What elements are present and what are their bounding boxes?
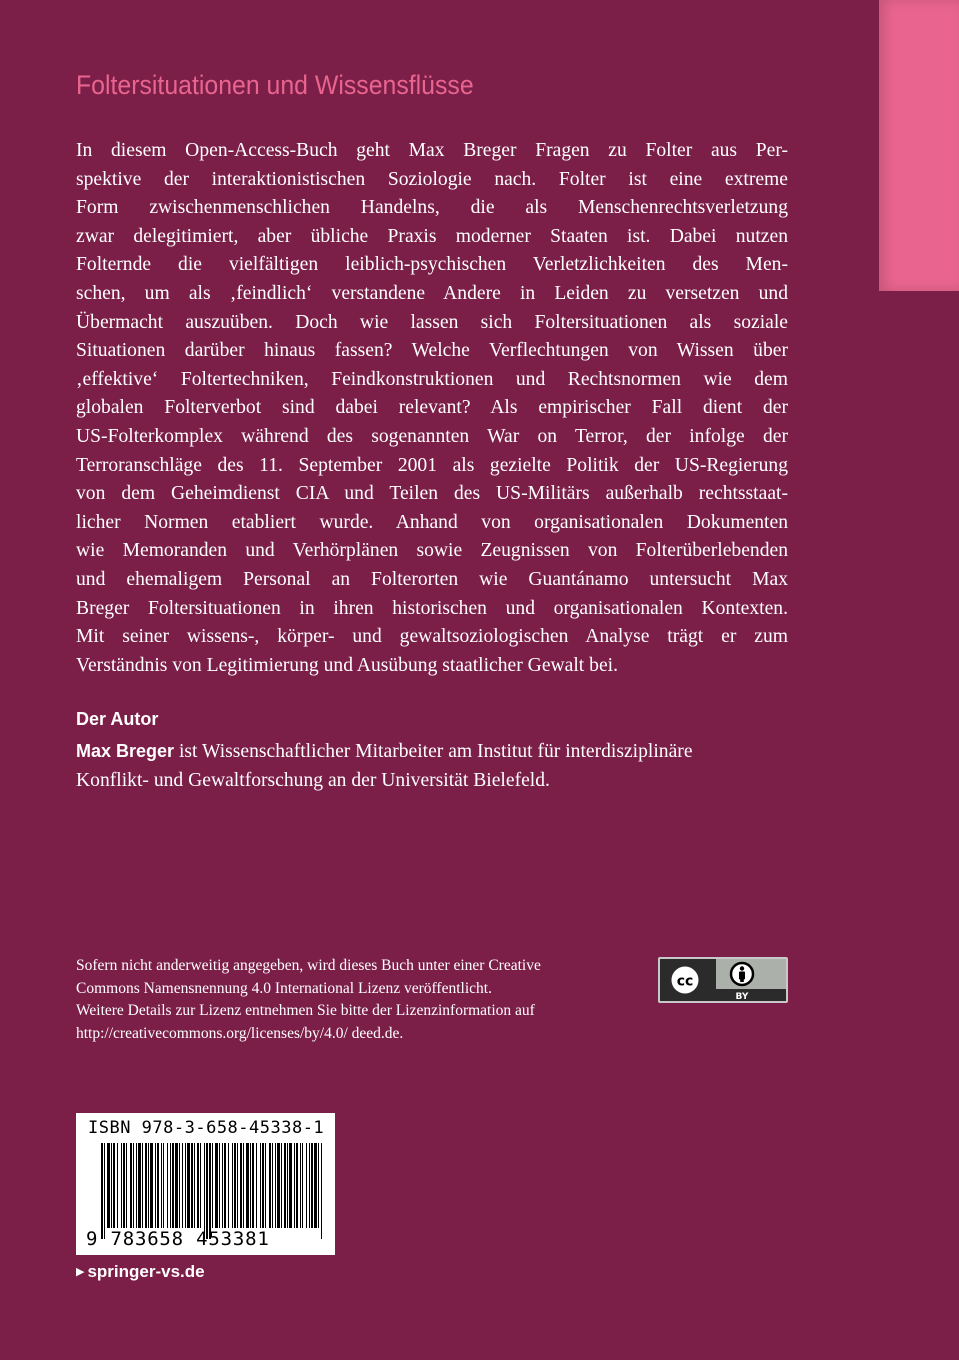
abstract-line: Breger Foltersituationen in ihren historischen und organisationalen Kontexten. [76,597,788,619]
barcode-bar [206,1143,208,1239]
isbn-label: ISBN 978-3-658-45338-1 [88,1118,325,1138]
barcode-bar [306,1143,307,1228]
abstract-line: schen, um als ‚feindlich‘ verstandene Andere in Leiden zu versetzen und [76,282,788,304]
barcode-bar [170,1143,171,1228]
barcode-bar [172,1143,174,1228]
publisher-link[interactable] [76,1262,205,1282]
barcode-bar [130,1143,132,1228]
abstract-line: spektive der interaktionistischen Soziologie nach. Folter ist eine extreme [76,168,788,190]
barcode-digits: 9 783658 453381 [86,1228,270,1250]
barcode-bar [311,1143,313,1228]
cc-by-label: BY [735,992,749,1001]
barcode-bar [191,1143,193,1228]
barcode-bar [265,1143,266,1228]
barcode-bar [232,1143,233,1228]
abstract-line: zwar delegitimiert, aber übliche Praxis moderner Staaten ist. Dabei nutzen [76,225,788,247]
barcode-bar [314,1143,317,1228]
barcode-bar [148,1143,149,1228]
barcode-bar [289,1143,292,1228]
barcode-bar [200,1143,201,1228]
barcode-bar [296,1143,298,1228]
pink-spine-tab [879,0,959,291]
barcode-bar [138,1143,141,1228]
author-name: Max Breger [76,741,175,761]
abstract-text [76,137,788,680]
barcode-bar [155,1143,156,1228]
barcode-bar [175,1143,178,1228]
barcode-bar [104,1143,105,1239]
cc-by-badge[interactable] [658,957,788,1003]
abstract-line: Übermacht auszuüben. Doch wie lassen sich Foltersituationen als soziale [76,311,788,333]
barcode-bar [252,1143,254,1228]
abstract-line: globalen Folterverbot sind dabei relevant? Als empirischer Fall dient der [76,397,788,419]
barcode-bar [240,1143,242,1228]
license-line[interactable]: http://creativecommons.org/licenses/by/4.0/ deed.de. [76,1024,404,1042]
attribution-person-icon [740,966,744,970]
abstract-line: und ehemaligem Personal an Folterorten wie Guantánamo untersucht Max [76,568,788,590]
barcode-bar [284,1143,286,1228]
isbn-barcode-box [76,1113,335,1255]
barcode-bar [107,1143,110,1228]
barcode-bar [121,1143,122,1228]
barcode-bar [204,1143,205,1239]
barcode-bar [309,1143,310,1228]
abstract-line: In diesem Open-Access-Buch geht Max Breger Fragen zu Folter aus Per- [76,140,788,161]
barcode-bar [234,1143,236,1228]
author-heading: Der Autor [76,709,159,729]
barcode-bar [117,1143,118,1228]
barcode-bar [136,1143,137,1228]
barcode-bar [123,1143,125,1228]
barcode-bar [302,1143,303,1228]
barcode-bar [262,1143,264,1228]
barcode-bar [187,1143,190,1228]
barcode-bar [219,1143,220,1228]
barcode-bar [113,1143,115,1228]
barcode-bar [209,1143,211,1239]
barcode-bar [224,1143,226,1228]
barcode-bar [246,1143,249,1228]
barcode-bar [269,1143,271,1228]
barcode-bar [161,1143,162,1228]
abstract-line: ‚effektive‘ Foltertechniken, Feindkonstruktionen und Rechtsnormen wie dem [76,368,788,390]
barcode-bar [228,1143,229,1228]
license-line: Sofern nicht anderweitig angegeben, wird dieses Buch unter einer Creative [76,957,541,974]
barcode-bar [212,1143,213,1228]
barcode-bar [321,1143,322,1239]
barcode-bar [294,1143,295,1228]
author-bio [76,737,788,795]
barcode-bar [287,1143,288,1228]
license-line: Commons Namensnennung 4.0 International Lizenz veröffentlicht. [76,979,492,997]
abstract-line: Verständnis von Legitimierung und Ausübung staatlicher Gewalt bei. [76,654,618,676]
barcode-bar [237,1143,238,1228]
barcode-bar [272,1143,273,1228]
barcode-bar [222,1143,223,1228]
barcode-bar [182,1143,183,1228]
abstract-line: Form zwischenmenschlichen Handelns, die als Menschenrechtsverletzung [76,197,788,219]
author-bio-line1: ist Wissenschaftlicher Mitarbeiter am Institut für interdisziplinäre [174,741,693,762]
barcode-bar [194,1143,195,1228]
barcode-bar [250,1143,251,1228]
barcode-bar [275,1143,276,1228]
barcode-bar [126,1143,127,1228]
barcode-bar [163,1143,164,1228]
book-title: Foltersituationen und Wissensflüsse [76,70,474,100]
cc-by-icon [660,959,786,1001]
barcode-bar [243,1143,244,1228]
abstract-line: Situationen darüber hinaus fassen? Welche Verflechtungen von Wissen über [76,340,788,362]
barcode-bar [167,1143,168,1228]
abstract-line: Folternde die vielfältigen leiblich-psychischen Verletzlichkeiten des Men- [76,254,788,276]
barcode-bar [150,1143,153,1228]
abstract-line: von dem Geheimdienst CIA und Teilen des US-Militärs außerhalb rechtsstaat- [76,483,788,505]
barcode-bar [185,1143,186,1228]
barcode-bar [215,1143,218,1228]
arrow-right-icon: ▶ [76,1266,85,1278]
barcode-bar [111,1143,112,1228]
abstract-line: Mit seiner wissens-, körper- und gewaltsoziologischen Analyse trägt er zum [76,626,788,648]
license-line: Weitere Details zur Lizenz entnehmen Sie bitte der Lizenzinformation auf [76,1002,535,1020]
barcode-bar [281,1143,282,1228]
barcode-bar [318,1143,319,1228]
barcode-bar [260,1143,261,1228]
barcode-bar [256,1143,257,1228]
barcode-bar [101,1143,103,1239]
abstract-line: US-Folterkomplex während des sogenannten War on Terror, der infolge der [76,425,788,447]
abstract-line: wie Memoranden und Verhörplänen sowie Zeugnissen von Folterüberlebenden [76,540,788,562]
barcode-bar [142,1143,143,1228]
barcode-bar [133,1143,134,1228]
barcode-bar [277,1143,280,1228]
barcode-bar [179,1143,180,1228]
creative-commons-icon: cc [676,973,694,990]
barcode-bar [145,1143,147,1228]
publisher-url: springer-vs.de [87,1262,205,1281]
barcode-bar [197,1143,199,1228]
barcode-bar [157,1143,159,1228]
author-bio-line2: Konflikt- und Gewaltforschung an der Universität Bielefeld. [76,769,550,791]
barcode-bar [300,1143,301,1228]
license-notice [76,955,636,1045]
abstract-line: licher Normen etabliert wurde. Anhand von organisationalen Dokumenten [76,511,788,533]
abstract-line: Terroranschläge des 11. September 2001 als gezielte Politik der US-Regierung [76,454,788,476]
